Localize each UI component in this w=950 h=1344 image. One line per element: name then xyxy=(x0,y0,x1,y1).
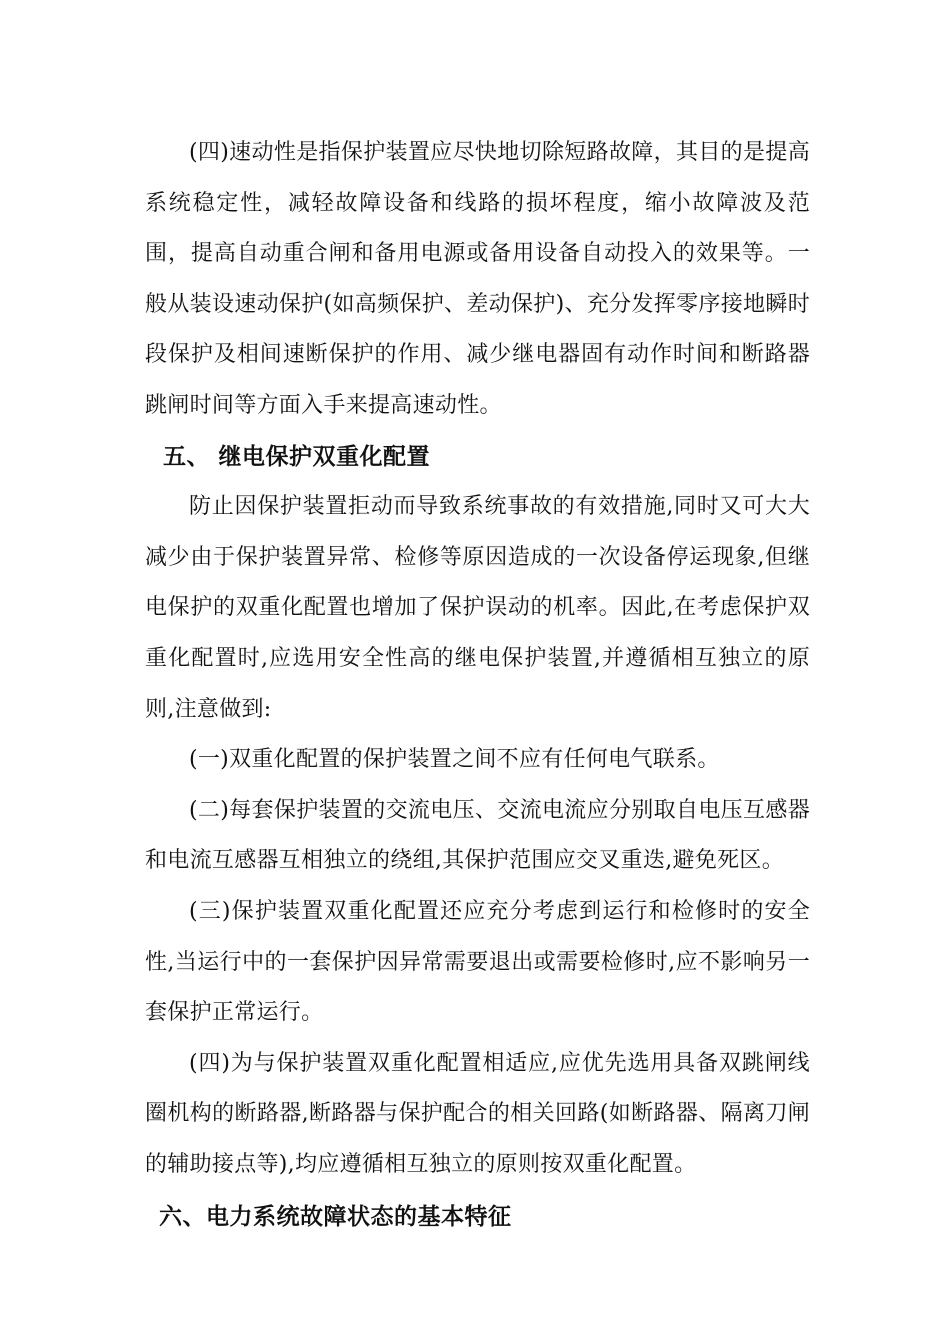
paragraph-speed: (四)速动性是指保护装置应尽快地切除短路故障，其目的是提高系统稳定性，减轻故障设备和线路的损坏程度，缩小故障波及范围，提高自动重合闸和备用电源或备用设备自动投入的效果等。一般从装设速动保护(如高频保护、差动保护)、充分发挥零序接地瞬时段保护及相间速断保护的作用、减少继电器固有动作时间和断路器跳闸时间等方面入手来提高速动性。 xyxy=(145,140,810,418)
paragraph-item-3: (三)保护装置双重化配置还应充分考虑到运行和检修时的安全性,当运行中的一套保护因异常需要退出或需要检修时,应不影响另一套保护正常运行。 xyxy=(145,898,810,1026)
paragraph-item-1: (一)双重化配置的保护装置之间不应有任何电气联系。 xyxy=(189,747,720,773)
section-heading-6: 六、电力系统故障状态的基本特征 xyxy=(159,1204,512,1231)
paragraph-item-4: (四)为与保护装置双重化配置相适应,应优先选用具备双跳闸线圈机构的断路器,断路器与保护配合的相关回路(如断路器、隔离刀闸的辅助接点等),均应遵循相互独立的原则按双重化配置。 xyxy=(145,1050,810,1177)
section-heading-5: 五、 继电保护双重化配置 xyxy=(163,443,431,470)
paragraph-dual-config-intro: 防止因保护装置拒动而导致系统事故的有效措施,同时又可大大减少由于保护装置异常、检修等原因造成的一次设备停运现象,但继电保护的双重化配置也增加了保护误动的机率。因此,在考虑保护双重化配置时,应选用安全性高的继电保护装置,并遵循相互独立的原则,注意做到: xyxy=(145,494,810,722)
document-body xyxy=(145,128,810,1243)
paragraph-item-2: (二)每套保护装置的交流电压、交流电流应分别取自电压互感器和电流互感器互相独立的绕组,其保护范围应交叉重迭,避免死区。 xyxy=(145,797,810,874)
